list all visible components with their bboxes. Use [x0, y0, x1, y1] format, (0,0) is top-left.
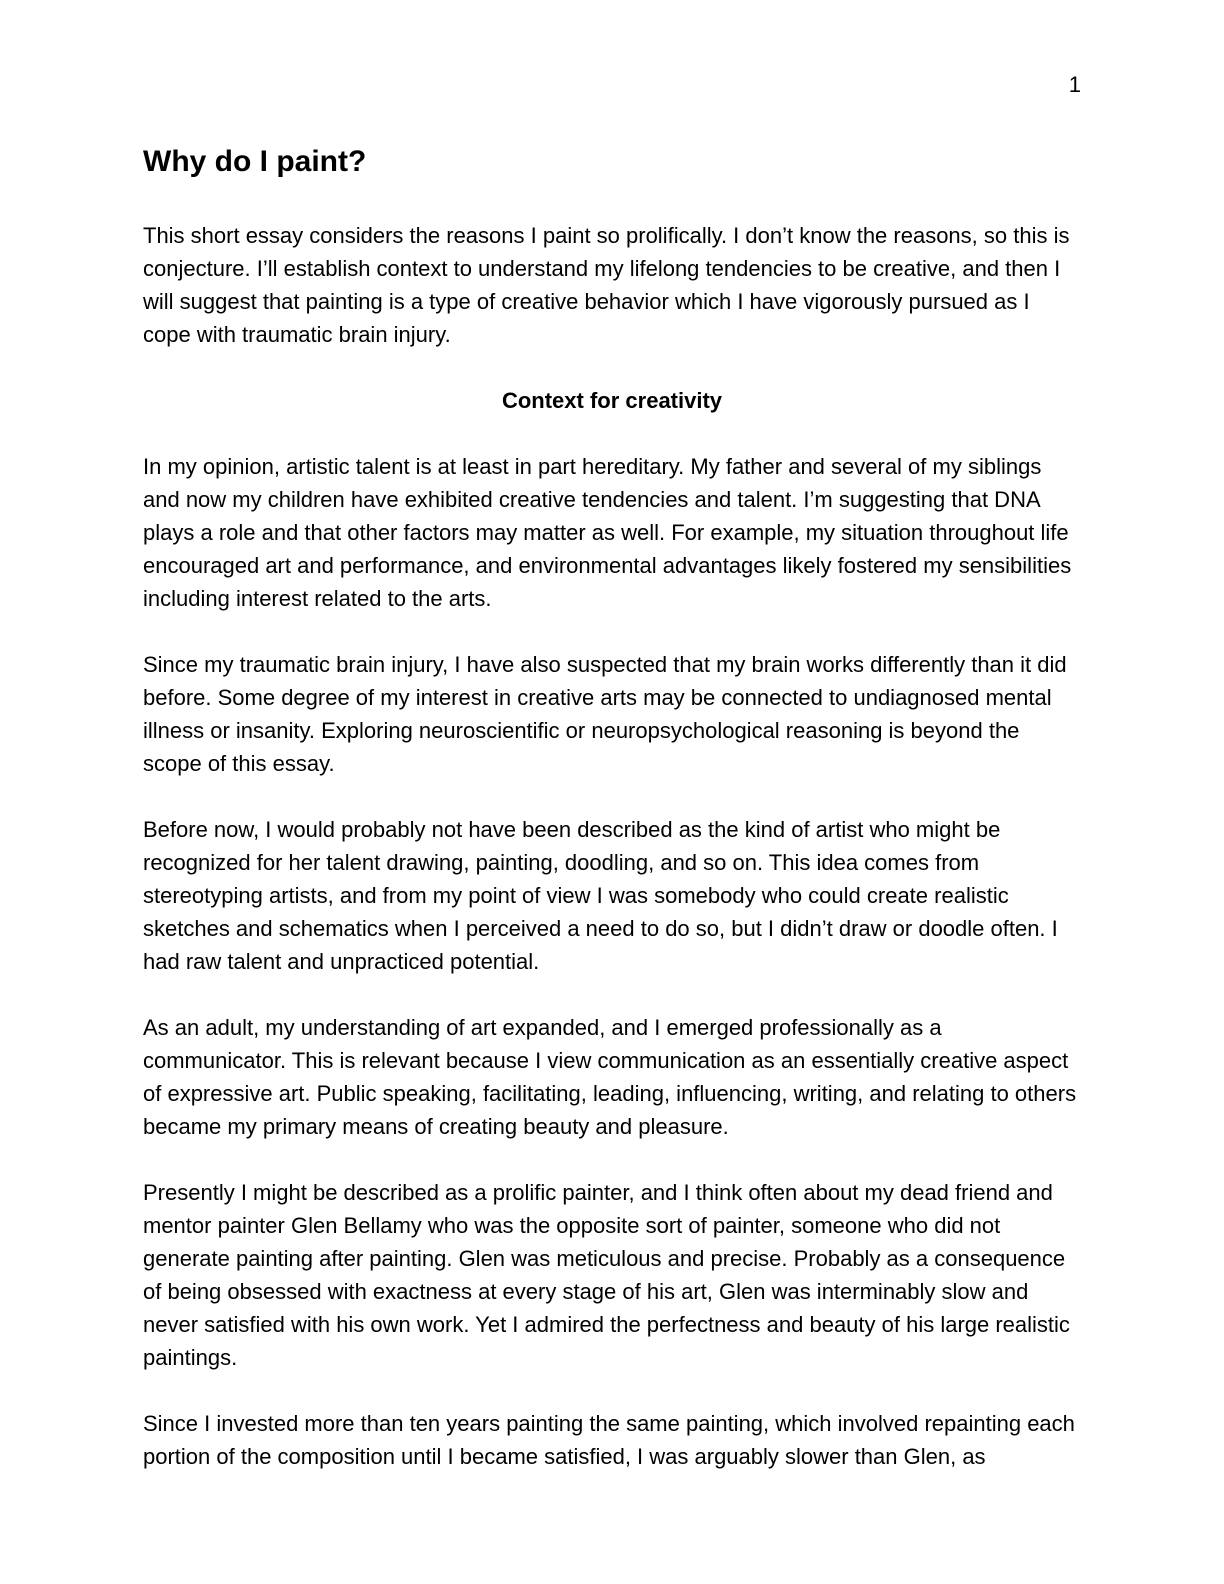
document-content	[143, 142, 1081, 1506]
page-number: 1	[1068, 72, 1081, 97]
body-paragraph: In my opinion, artistic talent is at least in part hereditary. My father and several of my siblings and now my children have exhibited creative tendencies and talent. I’m suggesting that DNA plays a role and that other factors may matter as well. For example, my situation throughout life encouraged art and performance, and environmental advantages likely fostered my sensibilities including interest related to the arts.	[143, 454, 1072, 611]
document-title: Why do I paint?	[143, 145, 367, 178]
body-paragraph: Since my traumatic brain injury, I have also suspected that my brain works differently than it did before. Some degree of my interest in creative arts may be connected to undiagnosed mental illness or insanity. Exploring neuroscientific or neuropsychological reasoning is beyond the scope of this essay.	[143, 652, 1067, 776]
body-paragraph: Presently I might be described as a prolific painter, and I think often about my dead friend and mentor painter Glen Bellamy who was the opposite sort of painter, someone who did not generate painting after painting. Glen was meticulous and precise. Probably as a consequence of being obsessed with exactness at every stage of his art, Glen was interminably slow and never satisfied with his own work. Yet I admired the perfectness and beauty of his large realistic paintings.	[143, 1180, 1070, 1370]
body-paragraph: Since I invested more than ten years painting the same painting, which involved repainting each portion of the composition until I became satisfied, I was arguably slower than Glen, as	[143, 1411, 1075, 1469]
body-paragraph: As an adult, my understanding of art expanded, and I emerged professionally as a communicator. This is relevant because I view communication as an essentially creative aspect of expressive art. Public speaking, facilitating, leading, influencing, writing, and relating to others became my primary means of creating beauty and pleasure.	[143, 1015, 1077, 1139]
intro-paragraph: This short essay considers the reasons I paint so prolifically. I don’t know the reasons, so this is conjecture. I’ll establish context to understand my lifelong tendencies to be creative, and then I will suggest that painting is a type of creative behavior which I have vigorously pursued as I cope with traumatic brain injury.	[143, 223, 1070, 347]
body-paragraph: Before now, I would probably not have been described as the kind of artist who might be recognized for her talent drawing, painting, doodling, and so on. This idea comes from stereotyping artists, and from my point of view I was somebody who could create realistic sketches and schematics when I perceived a need to do so, but I didn’t draw or doodle often. I had raw talent and unpracticed potential.	[143, 817, 1058, 974]
section-heading: Context for creativity	[501, 388, 723, 413]
